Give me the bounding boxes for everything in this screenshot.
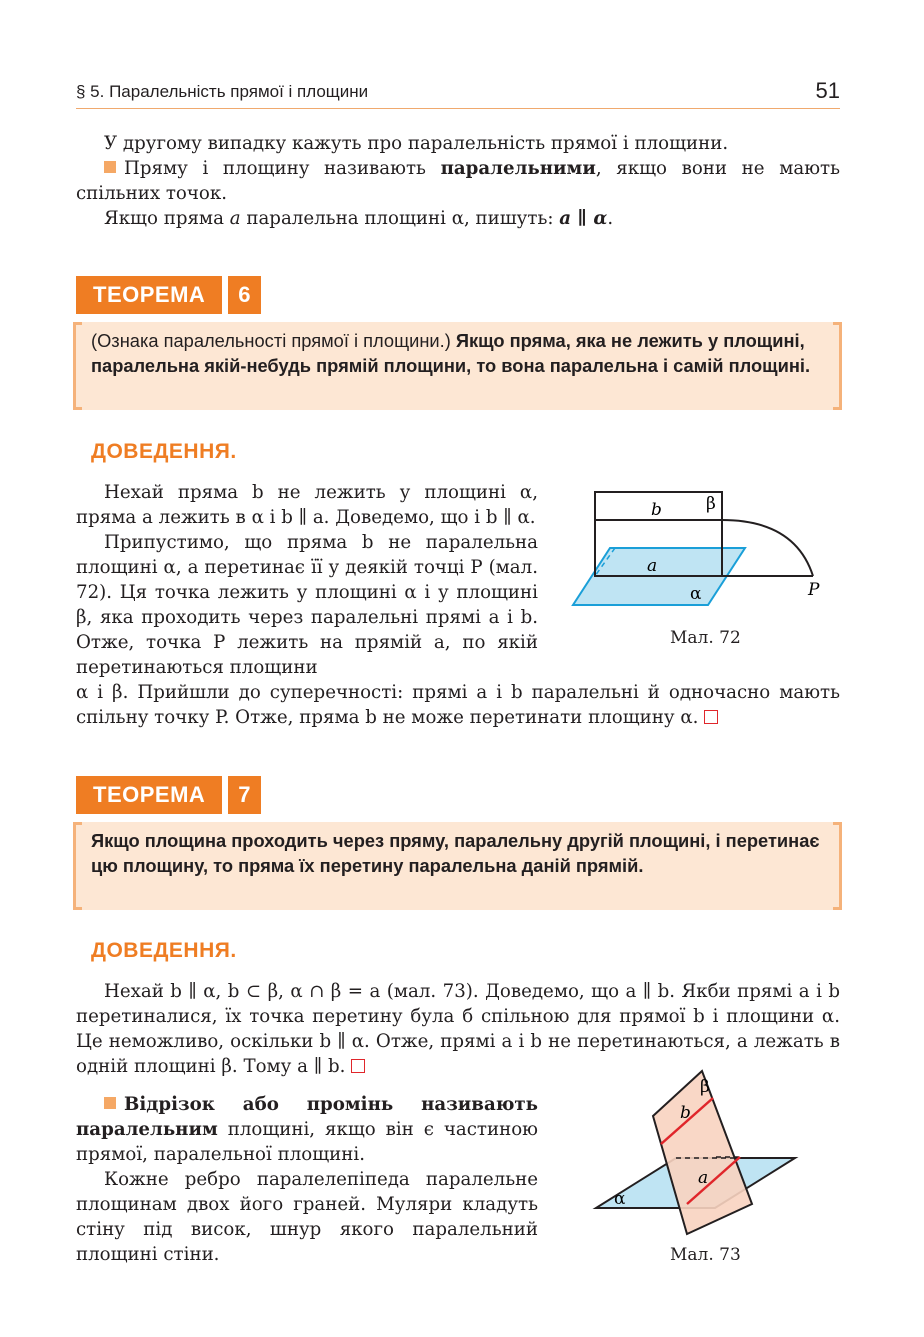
square-bullet-icon: [104, 1097, 116, 1109]
segment-definition: Відрізок або промінь називають паралельним площині, якщо він є частиною прямої, паралельної площині.: [76, 1094, 538, 1165]
proof6-column: [76, 480, 538, 680]
theorem6-label: [76, 276, 261, 314]
theorem6-note: (Ознака паралельності прямої і площини.): [91, 330, 456, 351]
qed-icon: [351, 1059, 365, 1073]
theorem7-statement: Якщо площина проходить через пряму, паралельну другій площині, і перетинає цю площину, то пряма їх перетину паралельна даній прямій.: [91, 830, 820, 876]
proof6-paragraph-1: Нехай пряма b не лежить у площині α, пряма a лежить в α і b ∥ a. Доведемо, що і b ∥ α.: [76, 482, 538, 528]
header-rule: [76, 108, 840, 109]
figure-73-caption: Мал. 73: [670, 1245, 741, 1265]
label-beta: β: [706, 494, 716, 514]
intro-block: [76, 131, 840, 231]
running-header: § 5. Паралельність прямої і площини: [76, 82, 369, 101]
term-parallel: паралельними: [440, 158, 596, 179]
notation-formula: a ∥ α: [559, 208, 608, 229]
definition-paragraph: Пряму і площину називають паралельними, якщо вони не мають спільних точок.: [76, 158, 840, 204]
qed-icon: [704, 710, 718, 724]
label-b: b: [680, 1103, 691, 1123]
page-number: 51: [815, 78, 840, 103]
proof7-paragraph: Нехай b ∥ α, b ⊂ β, α ∩ β = a (мал. 73). Доведемо, що a ∥ b. Якби прямі a і b перетиналися, їх точка перетину була б спільною для прямої b і площини α. Це неможливо, оскільки b ∥ α. Отже, прямі a і b не перетинаються, а лежать в одній площині β. Тому a ∥ b.: [76, 981, 841, 1077]
theorem7-box: [76, 822, 839, 910]
label-a: a: [647, 556, 658, 576]
theorem-number: 7: [228, 776, 261, 814]
label-a: a: [698, 1168, 709, 1188]
proof7-text: [76, 979, 840, 1079]
theorem6-statement: Якщо пряма, яка не лежить у площині, паралельна якій-небудь прямій площини, то вона паралельна і самій площині.: [91, 330, 811, 376]
proof6-conclusion: α і β. Прийшли до суперечності: прямі a і b паралельні й одночасно мають спільну точку P. Отже, пряма b не може перетинати площину α.: [76, 682, 840, 728]
theorem-word: ТЕОРЕМА: [76, 776, 222, 814]
proof6-heading: ДОВЕДЕННЯ.: [91, 440, 237, 463]
theorem7-label: [76, 776, 261, 814]
closing-column: [76, 1092, 538, 1267]
label-beta: β: [700, 1077, 710, 1097]
label-P: P: [808, 580, 820, 600]
label-alpha: α: [614, 1189, 626, 1209]
square-bullet-icon: [104, 161, 116, 173]
label-b: b: [651, 500, 662, 520]
figure-72: [565, 485, 840, 615]
label-alpha: α: [690, 584, 702, 604]
theorem6-box: [76, 322, 839, 410]
theorem-number: 6: [228, 276, 261, 314]
intro-paragraph: У другому випадку кажуть про паралельність прямої і площини.: [104, 133, 729, 154]
notation-paragraph: Якщо пряма a паралельна площині α, пишуть: a ∥ α.: [104, 208, 614, 229]
proof6-paragraph-2: Припустимо, що пряма b не паралельна площині α, а перетинає її у деякій точці P (мал. 72). Ця точка лежить у площині α і у площині β, яка проходить через паралельні прямі a і b. Отже, точка P лежить на прямій a, по якій перетинаються площини: [76, 532, 538, 678]
closing-paragraph: Кожне ребро паралелепіпеда паралельне площинам двох його граней. Муляри кладуть стіну під висок, шнур якого паралельний площині стіни.: [76, 1169, 538, 1265]
proof7-heading: ДОВЕДЕННЯ.: [91, 939, 237, 962]
figure-72-caption: Мал. 72: [670, 628, 741, 648]
theorem-word: ТЕОРЕМА: [76, 276, 222, 314]
figure-73: [590, 1068, 830, 1240]
